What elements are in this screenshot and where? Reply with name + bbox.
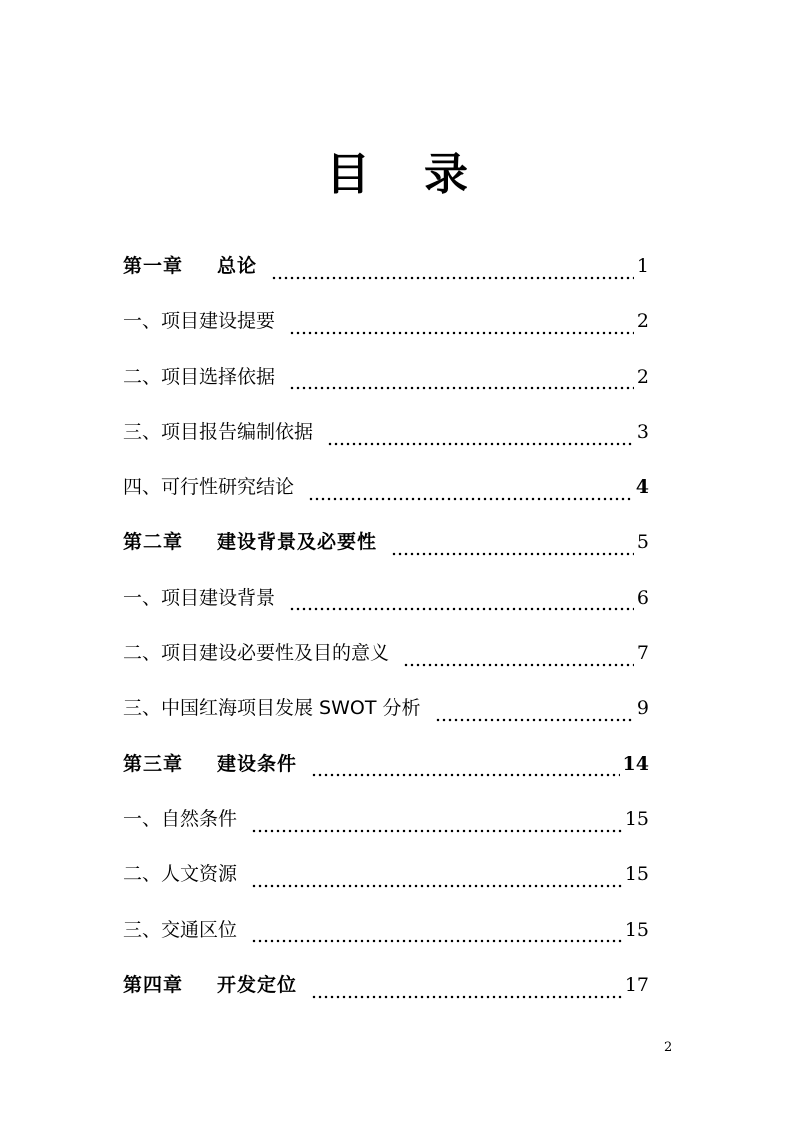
toc-label: 第二章 建设背景及必要性 — [123, 531, 378, 554]
title-char-2: 录 — [424, 149, 522, 200]
dot-leader — [391, 551, 634, 557]
toc-page-number: 5 — [636, 531, 649, 554]
toc-page-number: 15 — [624, 863, 649, 886]
toc-label: 二、人文资源 — [123, 863, 238, 886]
toc-entry-3-2[interactable] — [123, 858, 649, 913]
toc-entry-2-2[interactable] — [123, 637, 649, 692]
title-char-1: 目 — [326, 149, 424, 200]
dot-leader — [311, 994, 622, 1000]
table-of-contents — [123, 250, 649, 1024]
toc-label: 一、项目建设背景 — [123, 586, 276, 609]
toc-label: 一、自然条件 — [123, 807, 238, 830]
toc-entry-1-3[interactable] — [123, 416, 649, 471]
dot-leader — [311, 772, 620, 778]
toc-entry-3-3[interactable] — [123, 914, 649, 969]
toc-label: 三、中国红海项目发展 SWOT 分析 — [123, 697, 421, 720]
dot-leader — [289, 606, 634, 612]
dot-leader — [289, 385, 634, 391]
toc-label: 第一章 总论 — [123, 255, 258, 277]
toc-label: 三、项目报告编制依据 — [123, 420, 314, 443]
toc-entry-1-1[interactable] — [123, 305, 649, 360]
dot-leader — [271, 275, 634, 281]
toc-label: 一、项目建设提要 — [123, 310, 276, 333]
toc-entry-chapter-1[interactable] — [123, 250, 649, 305]
toc-entry-chapter-2[interactable] — [123, 526, 649, 581]
toc-entry-2-1[interactable] — [123, 582, 649, 637]
dot-leader — [327, 441, 634, 447]
dot-leader — [251, 938, 622, 944]
toc-page-number: 15 — [624, 807, 649, 830]
dot-leader — [403, 662, 634, 668]
toc-page-number: 15 — [624, 918, 649, 941]
toc-page-number: 17 — [624, 973, 649, 996]
toc-page-number: 2 — [636, 365, 649, 388]
toc-page-number: 4 — [635, 476, 649, 499]
toc-entry-3-1[interactable] — [123, 803, 649, 858]
toc-page-number: 7 — [636, 642, 649, 665]
toc-label: 第四章 开发定位 — [123, 973, 298, 996]
toc-page-number: 9 — [636, 697, 649, 720]
toc-page-number: 1 — [636, 255, 649, 277]
toc-entry-1-4[interactable] — [123, 471, 649, 526]
page-title — [0, 145, 794, 205]
toc-label: 第三章 建设条件 — [123, 752, 298, 775]
dot-leader — [435, 717, 634, 723]
toc-entry-2-3[interactable] — [123, 692, 649, 747]
toc-entry-1-2[interactable] — [123, 361, 649, 416]
toc-page-number: 3 — [636, 420, 649, 443]
toc-page-number: 14 — [622, 752, 649, 775]
toc-entry-chapter-3[interactable] — [123, 748, 649, 803]
toc-page-number: 2 — [636, 310, 649, 333]
dot-leader — [289, 330, 634, 336]
toc-label: 四、可行性研究结论 — [123, 476, 295, 499]
dot-leader — [251, 828, 622, 834]
toc-label: 三、交通区位 — [123, 918, 238, 941]
toc-page-number: 6 — [636, 586, 649, 609]
page-footer-number: 2 — [664, 1040, 673, 1055]
toc-label: 二、项目建设必要性及目的意义 — [123, 642, 390, 665]
toc-entry-chapter-4[interactable] — [123, 969, 649, 1024]
toc-label: 二、项目选择依据 — [123, 365, 276, 388]
dot-leader — [308, 496, 633, 502]
dot-leader — [251, 883, 622, 889]
